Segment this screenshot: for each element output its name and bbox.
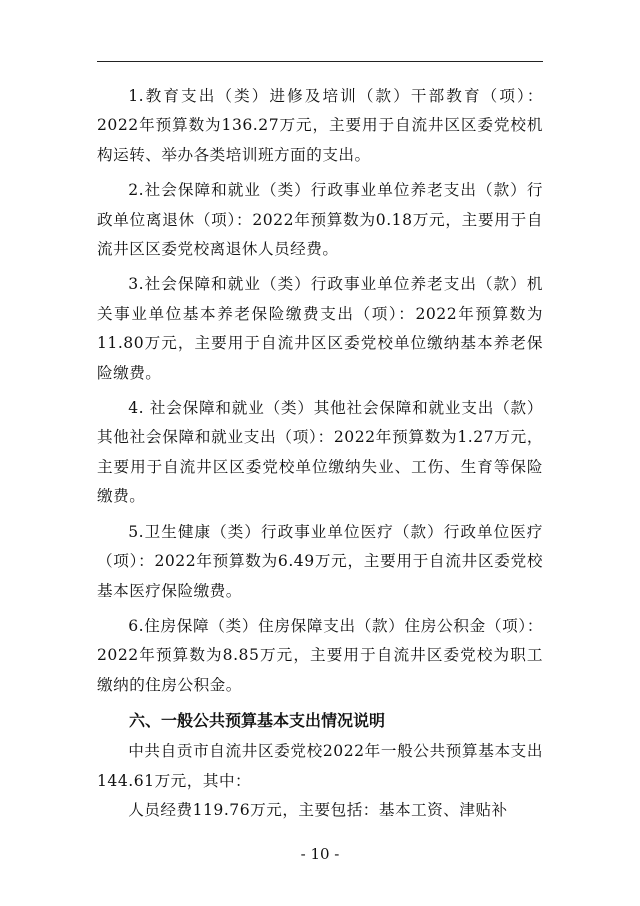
paragraph-other-social-security: 4. 社会保障和就业（类）其他社会保障和就业支出（款）其他社会保障和就业支出（项）：2022年预算数为1.27万元，主要用于自流井区区委党校单位缴纳失业、工伤、生育等保险缴费。	[97, 399, 543, 506]
paragraph-summary: 中共自贡市自流井区委党校2022年一般公共预算基本支出144.61万元，其中：	[97, 742, 543, 790]
paragraph-health: 5.卫生健康（类）行政事业单位医疗（款）行政单位医疗（项）：2022年预算数为6.49万元，主要用于自流井区委党校基本医疗保险缴费。	[97, 522, 543, 600]
paragraph-retirement: 2.社会保障和就业（类）行政事业单位养老支出（款）行政单位离退休（项）：2022年预算数为0.18万元，主要用于自流井区区委党校离退休人员经费。	[97, 181, 543, 259]
header-rule	[97, 61, 543, 62]
document-body	[97, 82, 543, 825]
paragraph-housing: 6.住房保障（类）住房保障支出（款）住房公积金（项）：2022年预算数为8.85万元，主要用于自流井区委党校为职工缴纳的住房公积金。	[97, 616, 543, 694]
paragraph-education: 1.教育支出（类）进修及培训（款）干部教育（项）：2022年预算数为136.27万元，主要用于自流井区区委党校机构运转、举办各类培训班方面的支出。	[97, 87, 543, 164]
page-number: - 10 -	[300, 845, 340, 863]
section-heading: 六、一般公共预算基本支出情况说明	[129, 711, 386, 731]
paragraph-pension-insurance: 3.社会保障和就业（类）行政事业单位养老支出（款）机关事业单位基本养老保险缴费支出（项）：2022年预算数为11.80万元，主要用于自流井区区委党校单位缴纳基本养老保险缴费。	[97, 275, 543, 382]
paragraph-personnel: 人员经费119.76万元，主要包括：基本工资、津贴补	[128, 800, 508, 819]
